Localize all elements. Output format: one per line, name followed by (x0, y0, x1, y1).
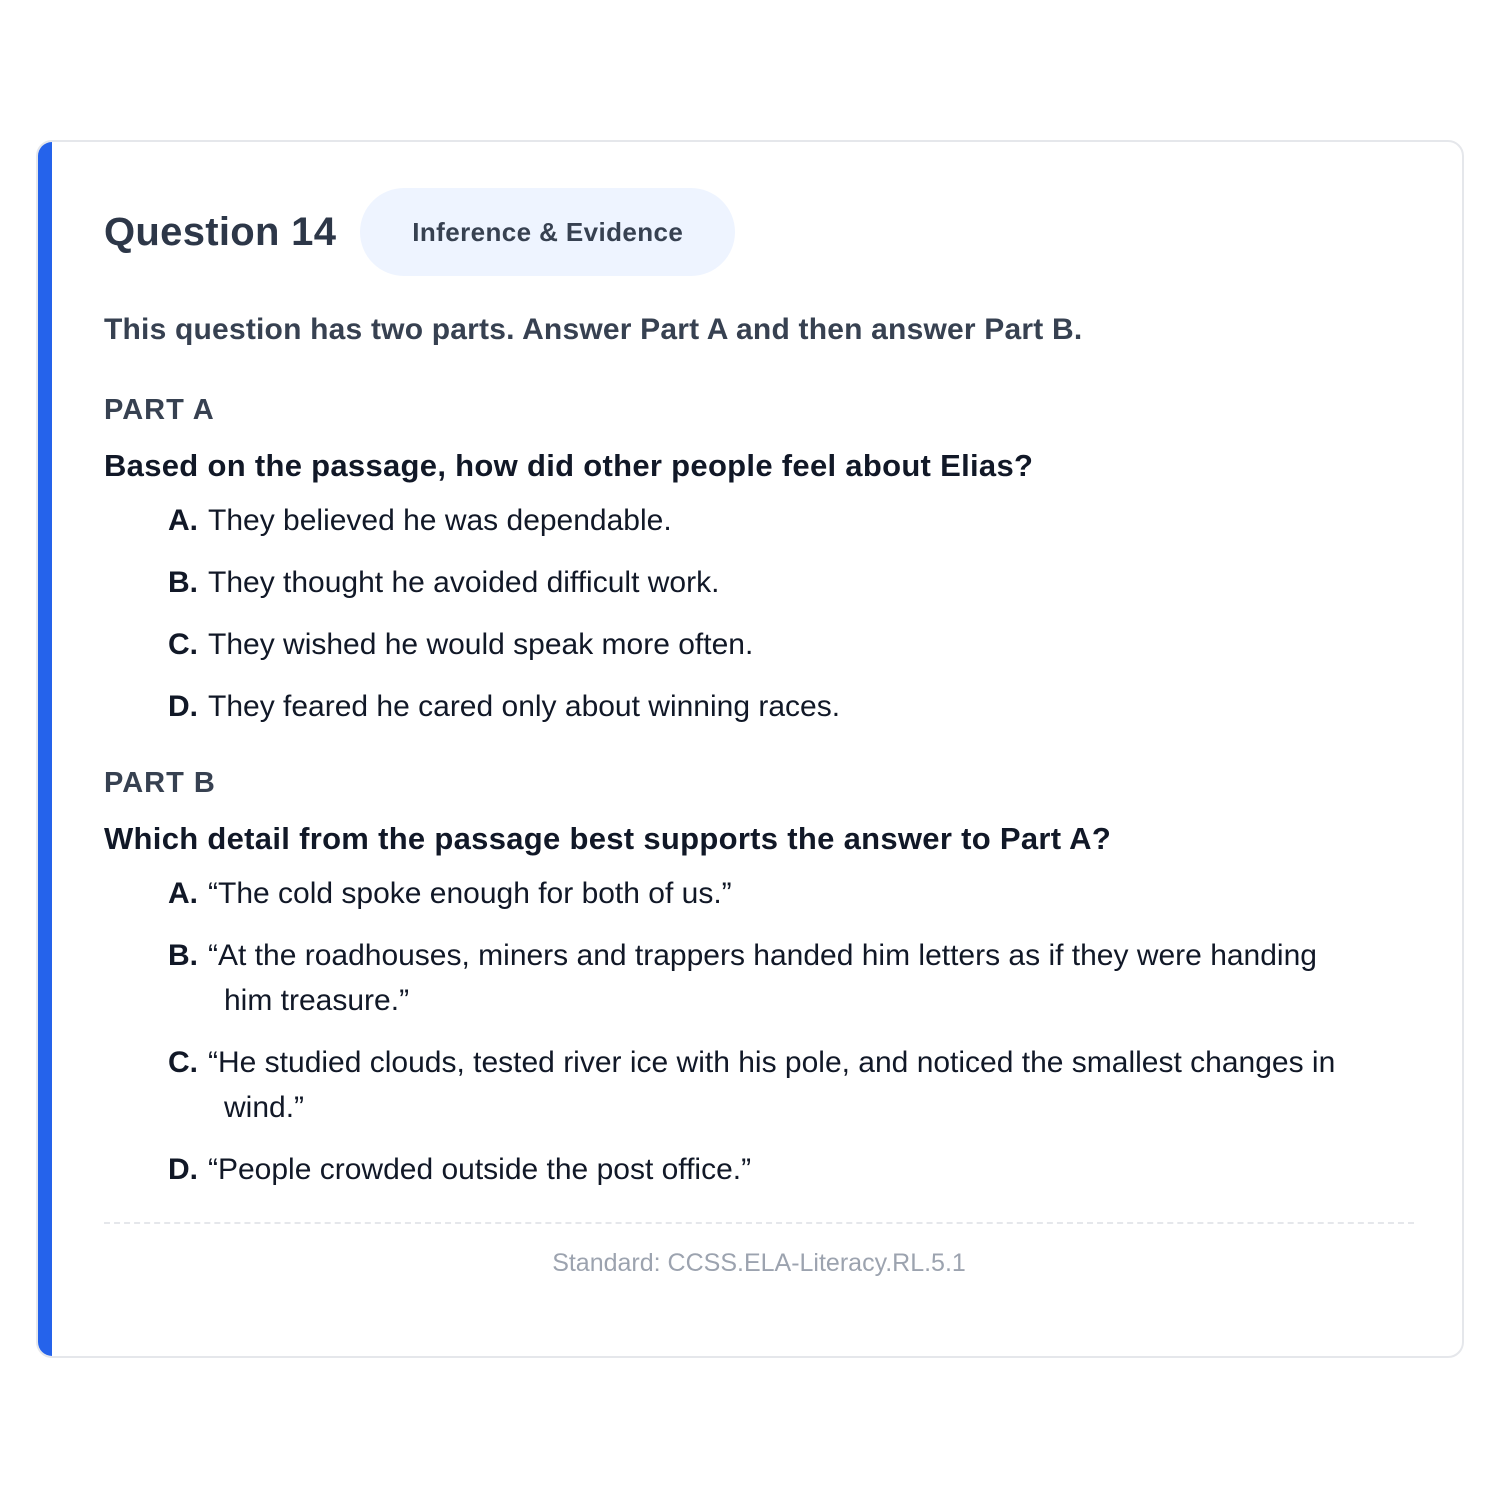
option-letter: A. (168, 877, 198, 910)
question-header (104, 188, 1404, 276)
part-b-label: PART B (104, 767, 216, 799)
part-a-options (104, 498, 1404, 729)
option-text: They wished he would speak more often. (208, 628, 754, 661)
part-a-label: PART A (104, 394, 215, 426)
part-a-option-c[interactable] (168, 622, 1404, 667)
question-card (36, 140, 1464, 1358)
option-text: “People crowded outside the post office.” (208, 1153, 752, 1186)
option-text: They believed he was dependable. (208, 504, 672, 537)
part-b-option-d[interactable] (168, 1147, 1404, 1192)
part-a-option-b[interactable] (168, 560, 1404, 605)
option-letter: C. (168, 628, 198, 661)
option-text: They thought he avoided difficult work. (208, 566, 720, 599)
option-text: “The cold spoke enough for both of us.” (208, 877, 732, 910)
part-b-option-b[interactable] (168, 933, 1404, 1023)
part-a-option-d[interactable] (168, 684, 1404, 729)
option-letter: A. (168, 504, 198, 537)
question-title: Question 14 (104, 209, 337, 254)
skill-badge: Inference & Evidence (360, 188, 735, 276)
part-b-prompt: Which detail from the passage best supports the answer to Part A? (104, 821, 1112, 856)
option-letter: D. (168, 1153, 198, 1186)
question-content (104, 188, 1404, 1280)
part-a-prompt: Based on the passage, how did other people feel about Elias? (104, 448, 1034, 483)
standard-label: Standard: CCSS.ELA-Literacy.RL.5.1 (552, 1249, 966, 1277)
option-letter: D. (168, 690, 198, 723)
option-letter: C. (168, 1046, 198, 1079)
part-b-option-a[interactable] (168, 871, 1404, 916)
option-letter: B. (168, 939, 198, 972)
question-intro: This question has two parts. Answer Part A and then answer Part B. (104, 313, 1083, 346)
option-letter: B. (168, 566, 198, 599)
footer-divider (104, 1222, 1414, 1224)
option-text: “He studied clouds, tested river ice with his pole, and noticed the smallest changes in wind.” (208, 1046, 1336, 1124)
part-b-option-c[interactable] (168, 1040, 1404, 1130)
part-b-options (104, 871, 1404, 1192)
accent-bar (38, 142, 52, 1356)
option-text: “At the roadhouses, miners and trappers handed him letters as if they were handing him treasure.” (208, 939, 1317, 1017)
part-a-option-a[interactable] (168, 498, 1404, 543)
option-text: They feared he cared only about winning races. (208, 690, 841, 723)
